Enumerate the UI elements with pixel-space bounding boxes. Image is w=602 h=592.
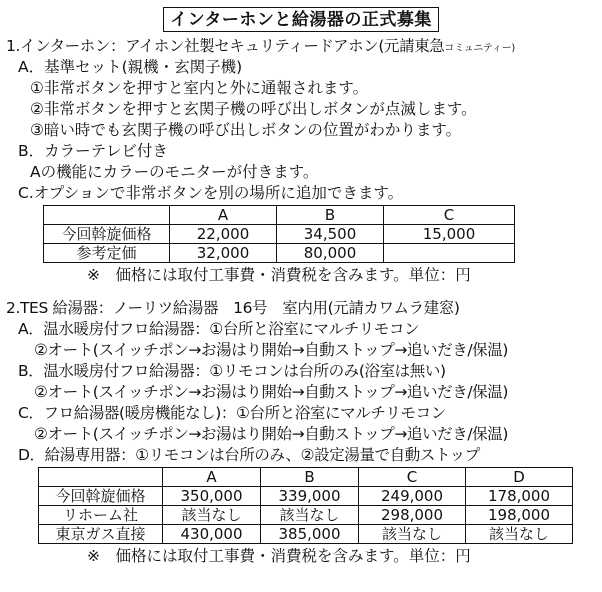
table-header-cell: B bbox=[261, 468, 359, 487]
table-row bbox=[39, 525, 573, 544]
table-cell: 該当なし bbox=[261, 506, 359, 525]
table-row bbox=[39, 487, 573, 506]
section2-line-b-auto: ②オート(スイッチポン→お湯はり開始→自動ストップ→追いだき/保温) bbox=[34, 383, 508, 401]
water-heater-price-table bbox=[38, 467, 573, 544]
section1-a-item-1: ①非常ボタンを押すと室内と外に通報されます。 bbox=[30, 79, 369, 97]
table-cell: 198,000 bbox=[466, 506, 573, 525]
table-cell bbox=[384, 244, 515, 263]
table-cell: 該当なし bbox=[163, 506, 261, 525]
table-cell: リホーム社 bbox=[39, 506, 163, 525]
document-title: インターホンと給湯器の正式募集 bbox=[163, 7, 439, 32]
table-row bbox=[39, 506, 573, 525]
table-cell: 15,000 bbox=[384, 225, 515, 244]
section1-note: ※ 価格には取付工事費・消費税を含みます。単位：円 bbox=[87, 266, 471, 284]
table-cell: 350,000 bbox=[163, 487, 261, 506]
section2-line-a-auto: ②オート(スイッチポン→お湯はり開始→自動ストップ→追いだき/保温) bbox=[34, 341, 508, 359]
table-cell: 339,000 bbox=[261, 487, 359, 506]
section2-line-d: D．給湯専用器：①リモコンは台所のみ、②設定湯量で自動ストップ bbox=[18, 446, 480, 464]
table-cell: 385,000 bbox=[261, 525, 359, 544]
section1-b-title: B．カラーテレビ付き bbox=[18, 142, 168, 160]
section2-line-b: B．温水暖房付フロ給湯器：①リモコンは台所のみ(浴室は無い) bbox=[18, 362, 446, 380]
table-header-cell bbox=[44, 206, 170, 225]
title-area bbox=[0, 0, 602, 36]
table-header-cell: C bbox=[359, 468, 466, 487]
section2-line-c: C．フロ給湯器(暖房機能なし)：①台所と浴室にマルチリモコン bbox=[18, 404, 446, 422]
section2-line-a: A．温水暖房付フロ給湯器：①台所と浴室にマルチリモコン bbox=[18, 320, 420, 338]
section1-a-item-2: ②非常ボタンを押すと玄関子機の呼び出しボタンが点滅します。 bbox=[30, 100, 477, 118]
section1-b-desc: Aの機能にカラーのモニターが付きます。 bbox=[30, 163, 319, 181]
section1-heading-small: コミュニティー) bbox=[444, 43, 515, 54]
section1-heading: 1.インターホン：アイホン社製セキュリティードアホン(元請東急コミュニティー) bbox=[6, 37, 515, 55]
table-row bbox=[44, 244, 515, 263]
section2-line-c-auto: ②オート(スイッチポン→お湯はり開始→自動ストップ→追いだき/保温) bbox=[34, 425, 508, 443]
section2-note: ※ 価格には取付工事費・消費税を含みます。単位：円 bbox=[87, 547, 471, 565]
table-header-cell: A bbox=[163, 468, 261, 487]
table-header-row bbox=[44, 206, 515, 225]
table-cell: 該当なし bbox=[466, 525, 573, 544]
table-cell: 今回斡旋価格 bbox=[39, 487, 163, 506]
intercom-price-table bbox=[43, 205, 515, 263]
table-header-cell bbox=[39, 468, 163, 487]
table-cell: 参考定価 bbox=[44, 244, 170, 263]
table-cell: 430,000 bbox=[163, 525, 261, 544]
table-row bbox=[44, 225, 515, 244]
table-cell: 32,000 bbox=[170, 244, 277, 263]
section1-c-title: C.オプションで非常ボタンを別の場所に追加できます。 bbox=[18, 184, 404, 202]
table-header-cell: C bbox=[384, 206, 515, 225]
section-gap bbox=[0, 286, 602, 298]
table-header-row bbox=[39, 468, 573, 487]
table-cell: 178,000 bbox=[466, 487, 573, 506]
table-cell: 80,000 bbox=[277, 244, 384, 263]
table-cell: 東京ガス直接 bbox=[39, 525, 163, 544]
table-cell: 249,000 bbox=[359, 487, 466, 506]
table-header-cell: B bbox=[277, 206, 384, 225]
section1-a-title: A．基準セット(親機・玄関子機) bbox=[18, 58, 243, 76]
table-header-cell: D bbox=[466, 468, 573, 487]
table-cell: 該当なし bbox=[359, 525, 466, 544]
table-cell: 298,000 bbox=[359, 506, 466, 525]
table-cell: 34,500 bbox=[277, 225, 384, 244]
section1-a-item-3: ③暗い時でも玄関子機の呼び出しボタンの位置がわかります。 bbox=[30, 121, 462, 139]
table-cell: 今回斡旋価格 bbox=[44, 225, 170, 244]
table-header-cell: A bbox=[170, 206, 277, 225]
section2-heading: 2.TES 給湯器：ノーリツ給湯器 16号 室内用(元請カワムラ建窓) bbox=[6, 299, 460, 317]
table-cell: 22,000 bbox=[170, 225, 277, 244]
